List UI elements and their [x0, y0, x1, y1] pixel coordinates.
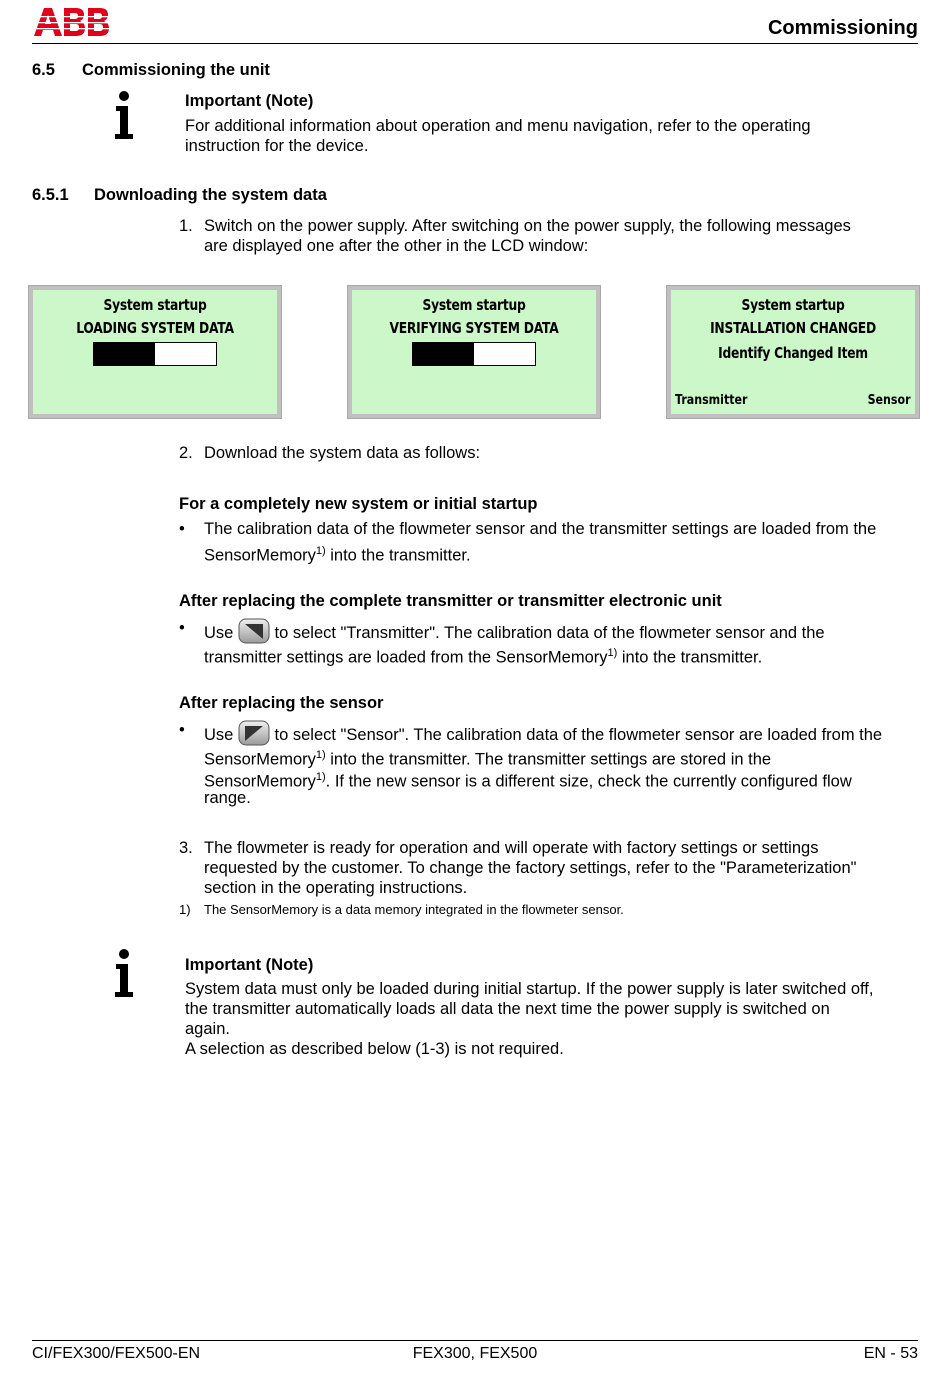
- lcd-line: LOADING SYSTEM DATA: [76, 319, 234, 337]
- logo-text: ABB: [32, 6, 35, 7]
- text-run: to select "Transmitter". The calibration data of the flowmeter sensor and the: [269, 624, 825, 642]
- header-divider: [32, 43, 918, 44]
- case-heading: After replacing the sensor: [179, 694, 384, 712]
- right-softkey-icon: [238, 720, 270, 746]
- bullet-text-line: [204, 541, 471, 566]
- note-text-line: instruction for the device.: [185, 137, 369, 155]
- lcd-screen-verifying: [348, 286, 600, 418]
- subsection-number: 6.5.1: [32, 186, 69, 204]
- lcd-progress-bar: [412, 342, 536, 366]
- note-text-line: System data must only be loaded during initial startup. If the power supply is later switched off,: [185, 980, 874, 998]
- section-number: 6.5: [32, 61, 55, 79]
- footnote-ref: 1): [315, 771, 326, 783]
- text-run: SensorMemory: [204, 772, 316, 791]
- step-text-line: The flowmeter is ready for operation and will operate with factory settings or settings: [204, 839, 819, 857]
- left-softkey-icon: [238, 618, 270, 644]
- bullet-text-line: [204, 618, 825, 644]
- case-heading: After replacing the complete transmitter or transmitter electronic unit: [179, 592, 722, 610]
- footnote-ref: 1): [315, 749, 326, 761]
- text-run: Use: [204, 624, 234, 642]
- bullet: •: [179, 520, 185, 538]
- note-text-line: A selection as described below (1-3) is not required.: [185, 1040, 564, 1058]
- bullet-text-line: [204, 643, 762, 668]
- note-title: Important (Note): [185, 956, 314, 974]
- text-run: into the transmitter.: [325, 546, 471, 565]
- footer-divider: [32, 1340, 918, 1341]
- lcd-softkey-left: Transmitter: [675, 393, 748, 408]
- text-run: . If the new sensor is a different size, check the currently configured flow: [325, 772, 852, 791]
- lcd-screen-installation-changed: [667, 286, 919, 418]
- lcd-line: VERIFYING SYSTEM DATA: [389, 319, 559, 337]
- bullet: •: [179, 619, 185, 637]
- case-heading: For a completely new system or initial startup: [179, 495, 538, 513]
- step-text-line: are displayed one after the other in the LCD window:: [204, 237, 589, 255]
- text-run: to select "Sensor". The calibration data of the flowmeter sensor are loaded from the: [269, 726, 883, 744]
- abb-logo: [32, 6, 112, 38]
- note-text-line: For additional information about operation and menu navigation, refer to the operating: [185, 117, 811, 135]
- lcd-line: INSTALLATION CHANGED: [710, 319, 876, 337]
- step-text-line: section in the operating instructions.: [204, 879, 468, 897]
- lcd-line: System startup: [103, 296, 207, 314]
- bullet-text-line: [204, 720, 882, 746]
- footer-doc-id: CI/FEX300/FEX500-EN: [32, 1345, 201, 1362]
- footnote-ref: 1): [315, 545, 326, 557]
- step-number: 1.: [179, 217, 193, 235]
- note-title: Important (Note): [185, 92, 314, 110]
- note-text-line: the transmitter automatically loads all data the next time the power supply is switched on: [185, 1000, 830, 1018]
- lcd-progress-fill: [94, 343, 155, 365]
- text-run: transmitter settings are loaded from the SensorMemory: [204, 648, 608, 667]
- text-run: SensorMemory: [204, 546, 316, 565]
- bullet: •: [179, 721, 185, 739]
- page-header-title: Commissioning: [767, 17, 918, 39]
- text-run: into the transmitter.: [617, 648, 763, 667]
- info-icon: [111, 948, 137, 1000]
- bullet-text-line: range.: [204, 789, 251, 807]
- bullet-text-line: The calibration data of the flowmeter sensor and the transmitter settings are loaded from the: [204, 520, 877, 538]
- note-text-line: again.: [185, 1020, 230, 1038]
- lcd-line: System startup: [741, 296, 845, 314]
- lcd-screen-loading: [29, 286, 281, 418]
- step-number: 3.: [179, 839, 193, 857]
- text-run: into the transmitter. The transmitter settings are stored in the: [325, 750, 772, 769]
- step-text-line: requested by the customer. To change the factory settings, refer to the "Parameterization": [204, 859, 857, 877]
- step-text-line: Download the system data as follows:: [204, 444, 481, 462]
- subsection-title: Downloading the system data: [94, 186, 327, 204]
- lcd-progress-bar: [93, 342, 217, 366]
- footnote-text: The SensorMemory is a data memory integrated in the flowmeter sensor.: [204, 902, 624, 917]
- info-icon: [111, 90, 137, 142]
- section-title: Commissioning the unit: [82, 61, 270, 79]
- step-number: 2.: [179, 444, 193, 462]
- text-run: SensorMemory: [204, 750, 316, 769]
- bullet-text-line: [204, 745, 771, 770]
- lcd-progress-fill: [413, 343, 474, 365]
- bullet-text-line: [204, 767, 852, 792]
- footer-product: FEX300, FEX500: [412, 1345, 538, 1362]
- footnote-mark: 1): [179, 902, 191, 917]
- lcd-line: System startup: [422, 296, 526, 314]
- footnote-ref: 1): [607, 647, 618, 659]
- lcd-line: Identify Changed Item: [718, 344, 868, 362]
- footer-page-number: EN - 53: [863, 1345, 918, 1362]
- step-text-line: Switch on the power supply. After switching on the power supply, the following messages: [204, 217, 851, 235]
- text-run: Use: [204, 726, 234, 744]
- lcd-softkey-right: Sensor: [868, 393, 911, 408]
